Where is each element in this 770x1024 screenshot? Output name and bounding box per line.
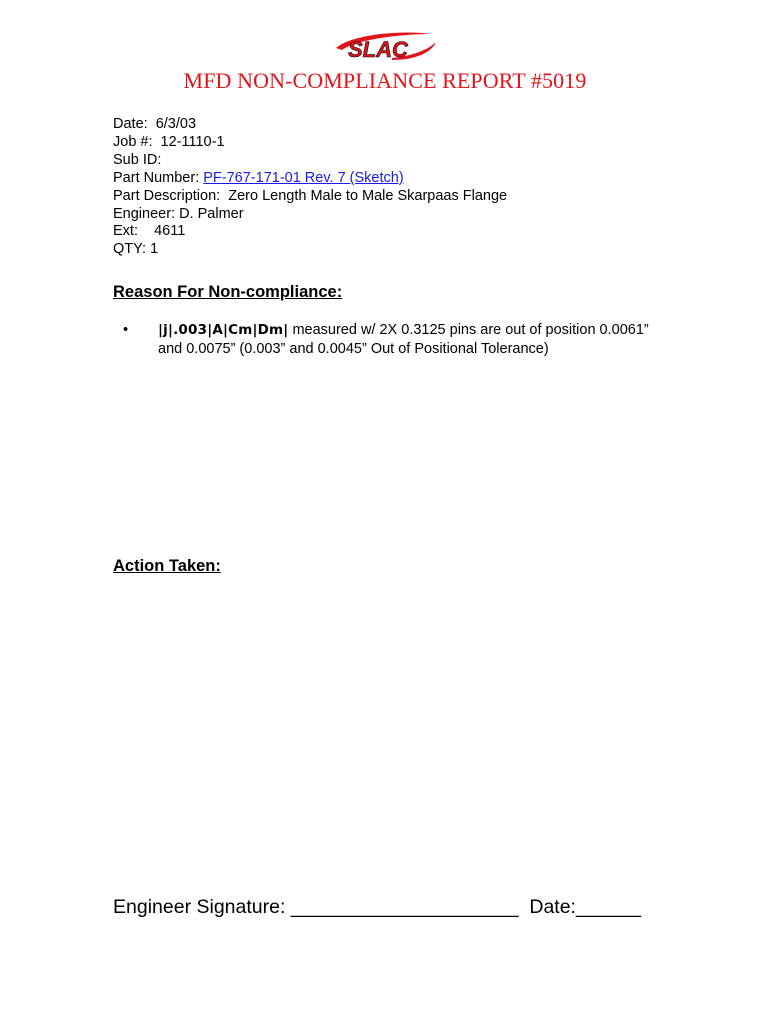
job-number-field: Job #: 12-1110-1 <box>113 133 225 150</box>
logo-lettering: SLAC <box>348 37 408 62</box>
part-number-label: Part Number: <box>113 169 204 186</box>
extension-field: Ext: 4611 <box>113 223 186 240</box>
action-heading: Action Taken: <box>113 557 221 575</box>
reason-item <box>113 321 653 358</box>
feature-control-frame: |j|.003|A|Cm|Dm| <box>158 322 289 338</box>
sub-id-field: Sub ID: <box>113 151 162 168</box>
part-description-field: Part Description: Zero Length Male to Male Skarpaas Flange <box>113 187 508 204</box>
quantity-field: QTY: 1 <box>113 241 159 258</box>
date-field: Date: 6/3/03 <box>113 116 197 132</box>
bullet-icon: • <box>123 322 129 338</box>
report-title: MFD NON-COMPLIANCE REPORT #5019 <box>183 68 587 93</box>
signature-line: Engineer Signature: _____________________ Date:______ <box>113 896 642 918</box>
reason-heading: Reason For Non-compliance: <box>113 283 343 301</box>
reason-text: measured w/ 2X 0.3125 pins are out of position 0.0061” and 0.0075” (0.003” and 0.0045” Out of Positional Tolerance) <box>158 322 649 357</box>
slac-logo <box>332 28 438 64</box>
engineer-field: Engineer: D. Palmer <box>113 205 244 222</box>
part-number-link[interactable]: PF-767-171-01 Rev. 7 (Sketch) <box>203 169 404 186</box>
reason-list <box>113 321 653 358</box>
part-number-field <box>113 170 507 188</box>
report-fields <box>113 116 507 259</box>
